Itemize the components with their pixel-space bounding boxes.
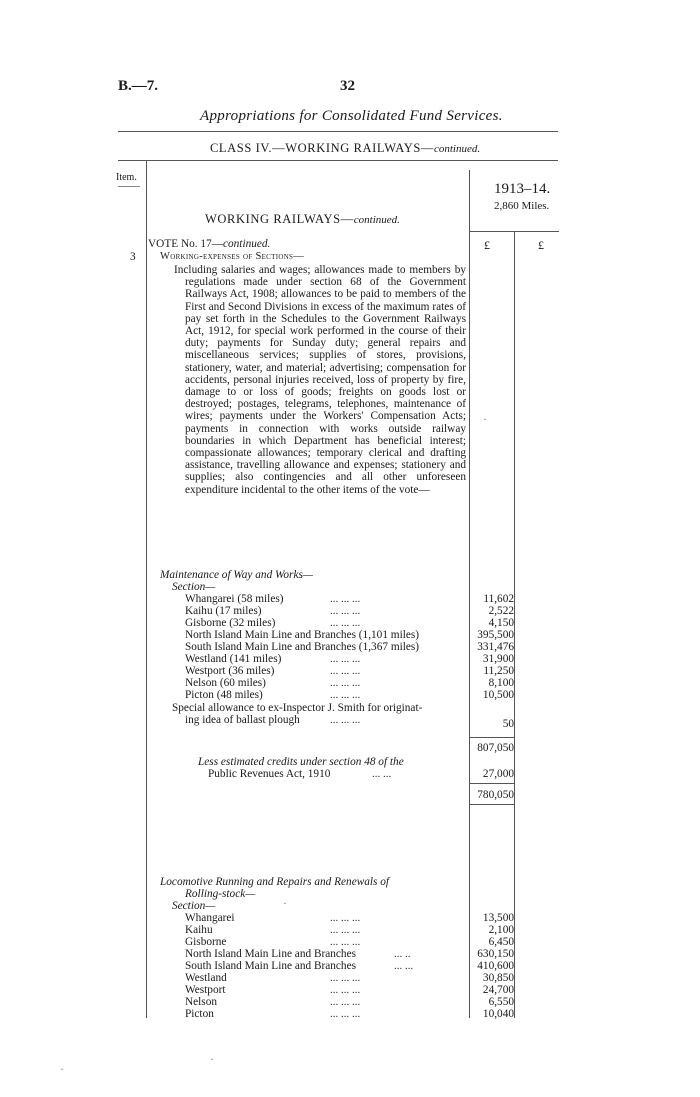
- page-number: 32: [340, 78, 355, 94]
- scan-speck: ·: [60, 1062, 64, 1076]
- maintenance-row-amount: 331,476: [477, 641, 514, 653]
- vote-description-text: Including salaries and wages; allowances made to members by regulations made under section 68 of the Government Railways Act, 1908; allowances to be paid to members of the First and Second Divisions in excess of the maximum rates of pay set forth in the Schedules to the Government Railways Act, 1912, for special work performed in the course of their duty; payments for Sunday duty; general repairs and miscellaneous services; supplies of stores, provisions, stationery, water, and material; advertising; compensation for accidents, personal injuries received, loss of property by fire, damage to or loss of goods; freights on goods lost or destroyed; postages, telegrams, telephones, maintenance of wires; payments under the Workers' Compensation Acts; payments in connection with works outside railway boundaries in which Department has beneficial interest; compassionate allowances; temporary clerical and drafting assistance, travelling allowance and expenses; stationery and supplies; also contingencies and all other unforeseen expenditure incidental to the other items of the vote—: [174, 264, 466, 496]
- locomotive-row-label: Westland: [185, 972, 227, 984]
- locomotive-row-label: Westport: [185, 984, 226, 996]
- leader-dots: ... ..: [394, 948, 411, 960]
- vote-heading: [148, 238, 270, 250]
- item-header-rule: [118, 186, 140, 187]
- less-credits-text: Less estimated credits under section 48 of the: [198, 756, 404, 768]
- locomotive-row-label: North Island Main Line and Branches: [185, 948, 356, 960]
- vote-description: [174, 264, 466, 496]
- maintenance-row-label: Gisborne (32 miles): [185, 617, 276, 629]
- maintenance-row-label: South Island Main Line and Branches (1,367 miles): [185, 641, 420, 653]
- leader-dots: ... ...: [372, 768, 392, 780]
- locomotive-row-label: Nelson: [185, 996, 218, 1008]
- leader-dots: ... ... ...: [330, 936, 361, 948]
- leader-dots: ... ... ...: [330, 984, 361, 996]
- maintenance-row-amount: 31,900: [482, 653, 514, 665]
- locomotive-row-label: South Island Main Line and Branches: [185, 960, 356, 972]
- less-credits-line1: [198, 756, 404, 768]
- vote-heading-main: VOTE No. 17—: [148, 238, 223, 250]
- locomotive-heading-line2: Rolling-stock—: [185, 888, 256, 900]
- scan-speck: ·: [210, 1052, 214, 1066]
- leader-dots: ... ... ...: [330, 677, 361, 689]
- less-credits-amount: 27,000: [482, 768, 514, 780]
- amount-column-divider-right: [514, 232, 515, 1018]
- leader-dots: ... ... ...: [330, 996, 361, 1008]
- maintenance-net-total: 780,050: [477, 789, 514, 801]
- locomotive-row-label: Kaihu: [185, 924, 213, 936]
- vote-heading-continued: continued.: [223, 238, 271, 250]
- page-title: Appropriations for Consolidated Fund Services.: [200, 108, 503, 124]
- special-allowance-amount: 50: [502, 718, 514, 730]
- section-heading-continued: continued.: [353, 214, 400, 226]
- locomotive-row-amount: 630,150: [477, 948, 514, 960]
- less-credits-line2: Public Revenues Act, 1910: [208, 768, 331, 780]
- net-total-rule: [469, 783, 514, 784]
- item-column-header: Item.: [116, 172, 137, 183]
- stray-mark: ·: [283, 896, 287, 910]
- locomotive-row-amount: 410,600: [477, 960, 514, 972]
- maintenance-row-amount: 4,150: [488, 617, 514, 629]
- locomotive-row-label: Gisborne: [185, 936, 227, 948]
- leader-dots: ... ... ...: [330, 924, 361, 936]
- year-header-rule: [469, 231, 559, 232]
- year-header: 1913–14.: [494, 181, 551, 197]
- maintenance-row-label: Picton (48 miles): [185, 689, 263, 701]
- maintenance-subtotal: 807,050: [477, 742, 514, 754]
- leader-dots: ... ... ...: [330, 653, 361, 665]
- miles-header: 2,860 Miles.: [494, 200, 550, 212]
- leader-dots: ... ... ...: [330, 972, 361, 984]
- maintenance-row-label: North Island Main Line and Branches (1,101 miles): [185, 629, 420, 641]
- maintenance-row-amount: 395,500: [477, 629, 514, 641]
- maintenance-row-amount: 2,522: [488, 605, 514, 617]
- maintenance-row-amount: 8,100: [488, 677, 514, 689]
- item-column-divider: [146, 161, 147, 1018]
- locomotive-row-label: Picton: [185, 1008, 214, 1020]
- section-heading-main: WORKING RAILWAYS—: [205, 212, 354, 226]
- locomotive-row-label: Whangarei: [185, 912, 235, 924]
- locomotive-row-amount: 10,040: [482, 1008, 514, 1020]
- maintenance-row-label: Whangarei (58 miles): [185, 593, 284, 605]
- leader-dots: ... ... ...: [330, 689, 361, 701]
- maintenance-section-label: Section—: [172, 581, 216, 593]
- subtotal-rule: [469, 737, 514, 738]
- currency-symbol-1: £: [484, 238, 490, 252]
- header-rule: [118, 160, 558, 161]
- locomotive-row-amount: 2,100: [488, 924, 514, 936]
- item-number: 3: [130, 251, 136, 263]
- maintenance-row-label: Westport (36 miles): [185, 665, 275, 677]
- locomotive-heading-line1: Locomotive Running and Repairs and Renewals of: [160, 876, 390, 888]
- maintenance-row-amount: 10,500: [482, 689, 514, 701]
- leader-dots: ... ... ...: [330, 593, 361, 605]
- locomotive-row-amount: 6,550: [488, 996, 514, 1008]
- maintenance-row-label: Nelson (60 miles): [185, 677, 266, 689]
- class-heading-continued: continued.: [433, 143, 481, 155]
- locomotive-row-amount: 24,700: [482, 984, 514, 996]
- locomotive-section-label: Section—: [172, 900, 216, 912]
- locomotive-row-amount: 13,500: [482, 912, 514, 924]
- leader-dots: ... ... ...: [330, 714, 361, 726]
- class-heading: [210, 141, 480, 156]
- leader-dots: ... ... ...: [330, 912, 361, 924]
- leader-dots: ... ... ...: [330, 605, 361, 617]
- leader-dots: ... ... ...: [330, 665, 361, 677]
- class-heading-main: CLASS IV.—WORKING RAILWAYS—: [210, 141, 434, 155]
- amount-column-divider-left: [469, 170, 470, 1018]
- document-reference: B.—7.: [118, 78, 159, 94]
- scan-speck: ·: [483, 412, 487, 426]
- special-allowance-line2: ing idea of ballast plough: [185, 714, 300, 726]
- maintenance-row-label: Kaihu (17 miles): [185, 605, 262, 617]
- maintenance-row-amount: 11,602: [483, 593, 514, 605]
- section-heading: [205, 212, 400, 227]
- maintenance-row-label: Westland (141 miles): [185, 653, 282, 665]
- net-total-underline: [469, 804, 514, 805]
- leader-dots: ... ...: [394, 960, 414, 972]
- currency-symbol-2: £: [538, 238, 544, 252]
- locomotive-row-amount: 6,450: [488, 936, 514, 948]
- locomotive-row-amount: 30,850: [482, 972, 514, 984]
- maintenance-row-amount: 11,250: [483, 665, 514, 677]
- top-rule: [118, 131, 558, 132]
- leader-dots: ... ... ...: [330, 617, 361, 629]
- leader-dots: ... ... ...: [330, 1008, 361, 1020]
- maintenance-heading: Maintenance of Way and Works—: [160, 569, 313, 581]
- subhead-working-expenses: Working-expenses of Sections—: [160, 251, 305, 262]
- special-allowance-line1: Special allowance to ex-Inspector J. Smith for originat-: [172, 702, 423, 714]
